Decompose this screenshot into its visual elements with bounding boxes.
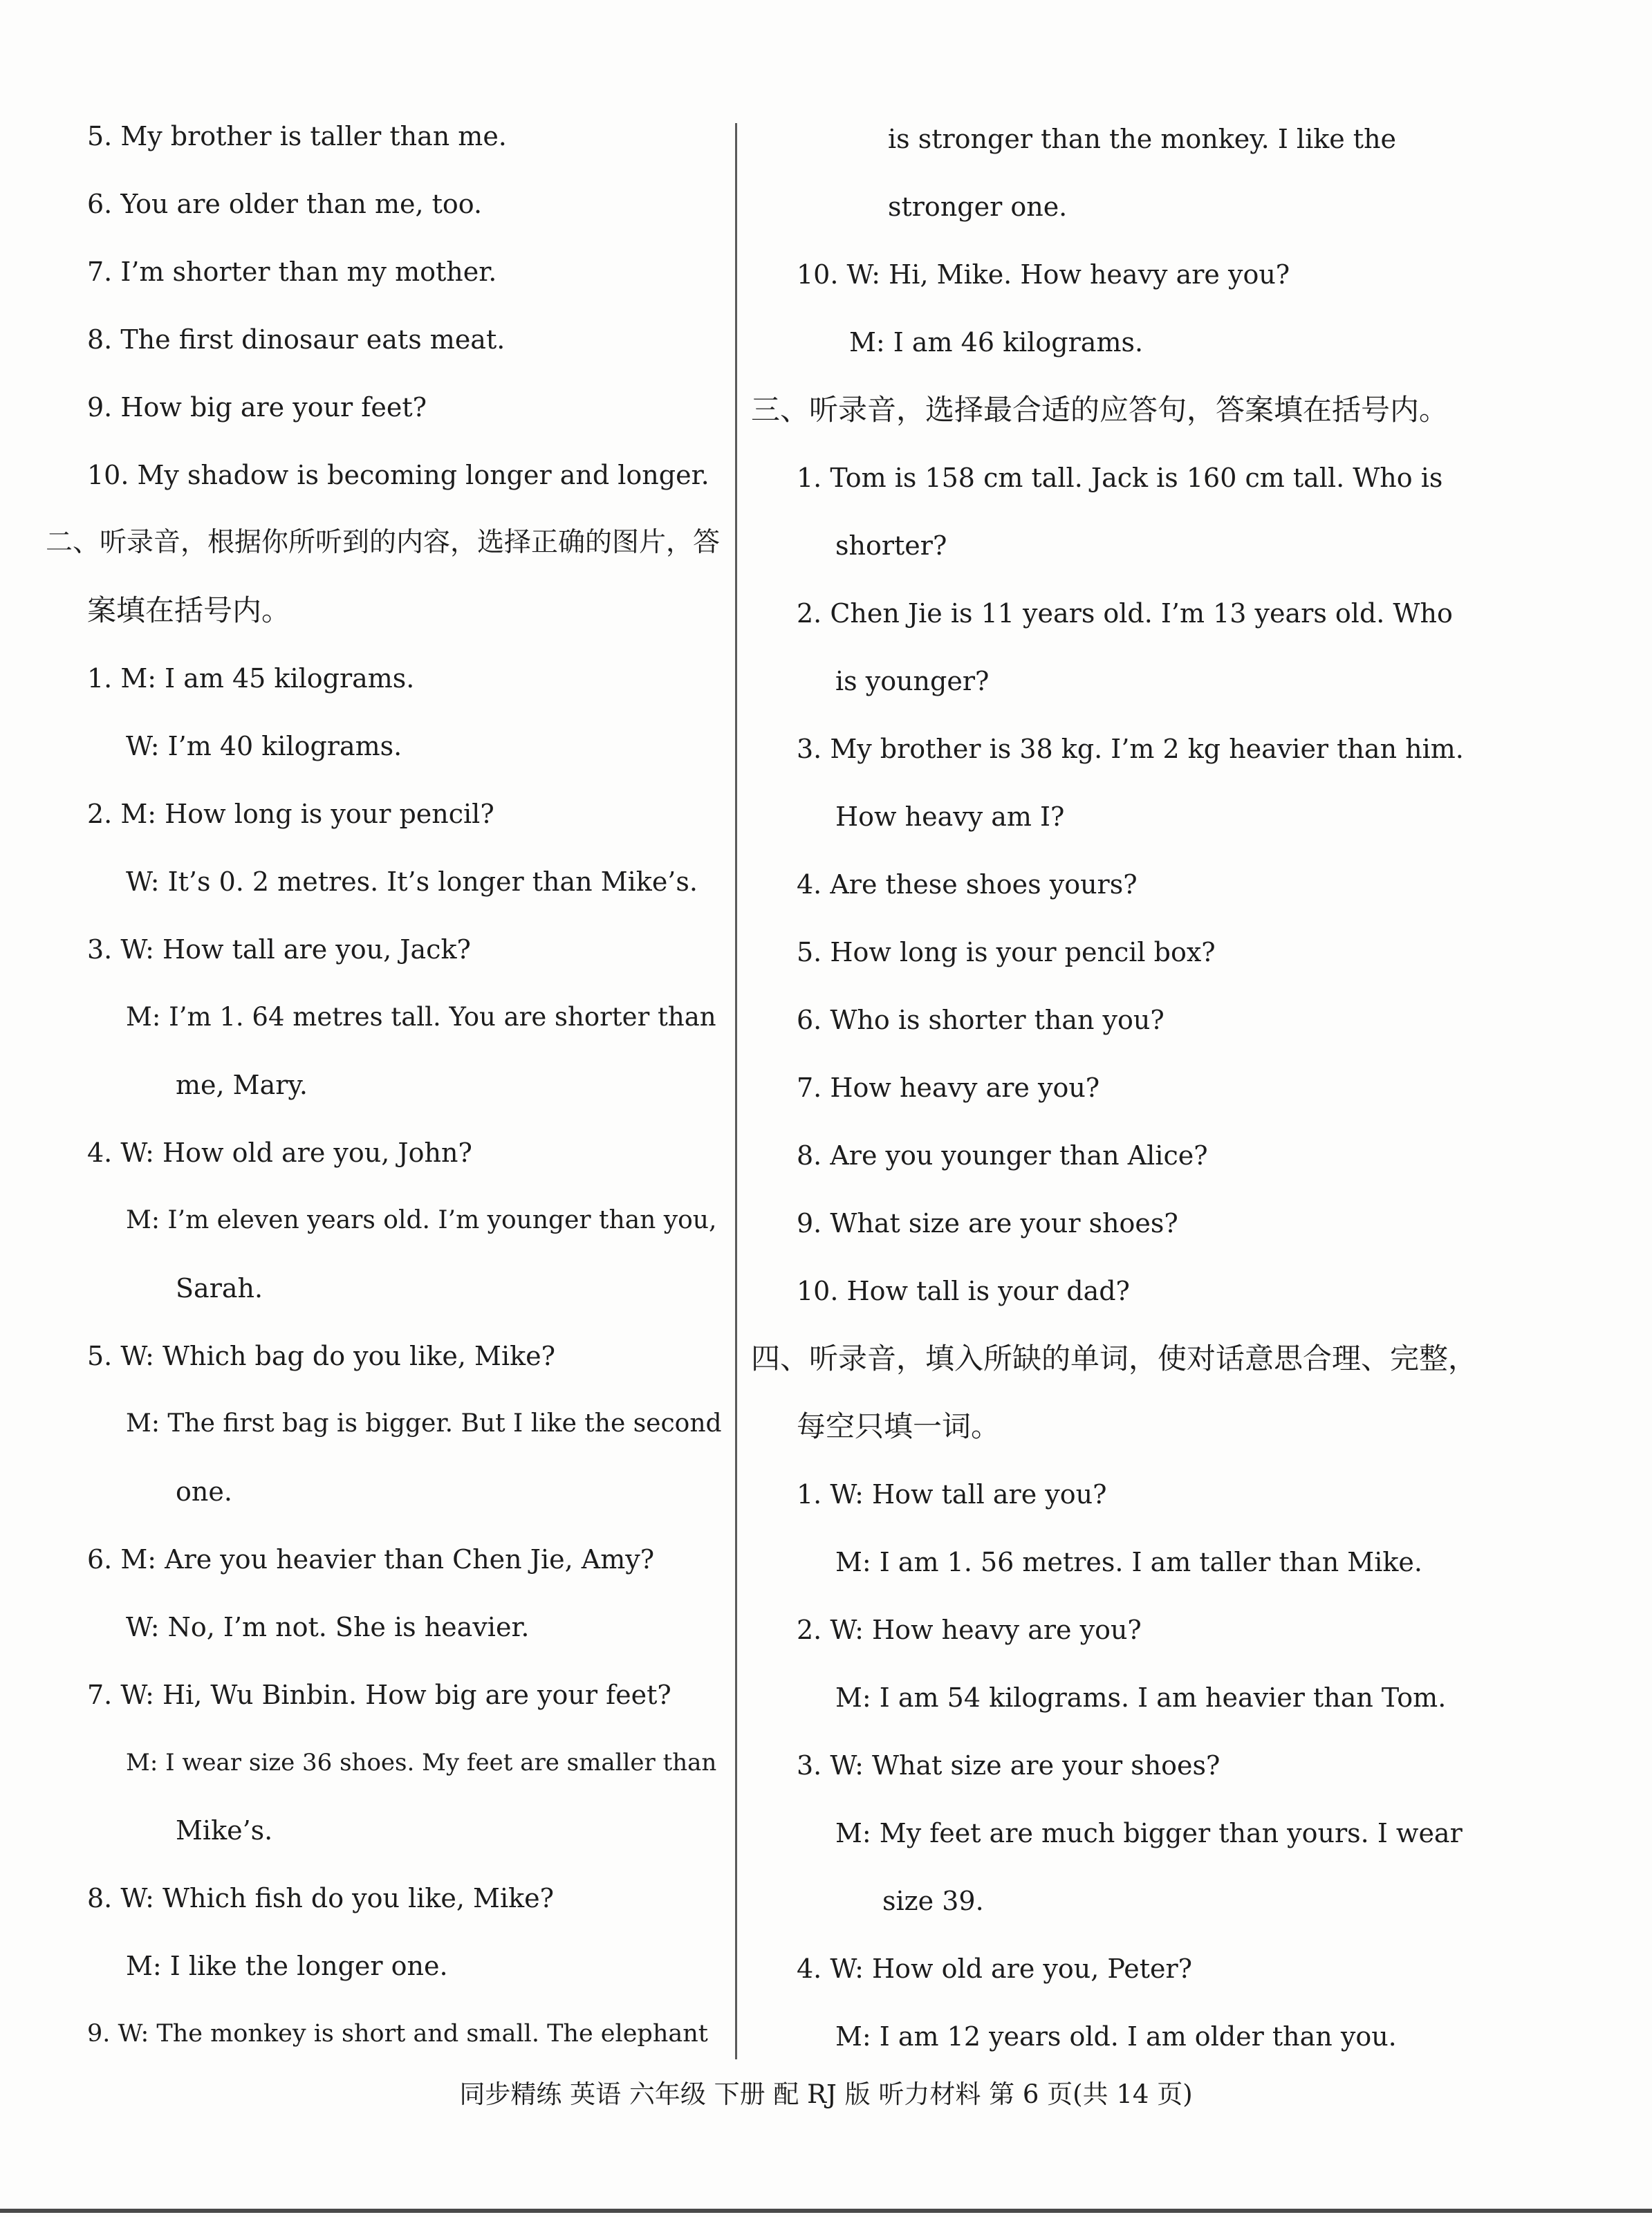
left-line: 8. W: Which fish do you like, Mike? [87, 1883, 555, 1913]
right-line: 2. W: How heavy are you? [797, 1615, 1142, 1645]
left-line: 6. M: Are you heavier than Chen Jie, Amy? [87, 1544, 655, 1575]
left-line: M: I’m 1. 64 metres tall. You are shorter than [126, 1002, 716, 1032]
section-heading-2-cont: 案填在括号内。 [87, 593, 291, 627]
right-line: M: I am 12 years old. I am older than you. [835, 2021, 1397, 2052]
column-divider [735, 123, 737, 2059]
right-line: 7. How heavy are you? [797, 1073, 1100, 1103]
left-line: one. [176, 1476, 232, 1507]
left-line: W: No, I’m not. She is heavier. [126, 1612, 530, 1642]
left-line: M: I’m eleven years old. I’m younger than you, [126, 1206, 717, 1234]
right-line: 10. W: Hi, Mike. How heavy are you? [797, 259, 1290, 290]
right-line: 10. How tall is your dad? [797, 1276, 1130, 1306]
right-line: shorter? [835, 530, 947, 561]
right-line: 4. Are these shoes yours? [797, 869, 1138, 900]
left-line: 9. W: The monkey is short and small. The elephant [87, 2020, 708, 2048]
right-line: 6. Who is shorter than you? [797, 1005, 1164, 1035]
right-line: is younger? [835, 666, 990, 696]
left-line: 5. My brother is taller than me. [87, 121, 507, 151]
right-line: 8. Are you younger than Alice? [797, 1140, 1208, 1171]
left-line: Mike’s. [176, 1815, 273, 1846]
right-line: size 39. [882, 1886, 984, 1916]
left-line: 2. M: How long is your pencil? [87, 799, 494, 829]
right-line: 5. How long is your pencil box? [797, 937, 1216, 967]
left-line: 7. W: Hi, Wu Binbin. How big are your feet? [87, 1680, 671, 1710]
left-line: W: It’s 0. 2 metres. It’s longer than Mike’s. [126, 866, 698, 897]
right-line: 3. W: What size are your shoes? [797, 1750, 1221, 1781]
left-line: M: The first bag is bigger. But I like the second [126, 1409, 722, 1438]
right-line: M: I am 1. 56 metres. I am taller than Mike. [835, 1547, 1422, 1577]
right-line: 1. W: How tall are you? [797, 1479, 1107, 1510]
right-line: 9. What size are your shoes? [797, 1208, 1178, 1239]
right-line: is stronger than the monkey. I like the [888, 124, 1397, 154]
right-line: How heavy am I? [835, 801, 1065, 832]
left-line: M: I like the longer one. [126, 1951, 448, 1981]
right-line: 3. My brother is 38 kg. I’m 2 kg heavier than him. [797, 734, 1464, 764]
left-line: 4. W: How old are you, John? [87, 1138, 472, 1168]
left-line: 8. The first dinosaur eats meat. [87, 324, 505, 355]
left-line: W: I’m 40 kilograms. [126, 731, 402, 761]
section-heading-4: 四、听录音，填入所缺的单词，使对话意思合理、完整， [751, 1342, 1478, 1375]
right-line: 1. Tom is 158 cm tall. Jack is 160 cm tall. Who is [797, 463, 1443, 493]
left-line: 5. W: Which bag do you like, Mike? [87, 1341, 555, 1371]
left-line: 1. M: I am 45 kilograms. [87, 663, 415, 694]
right-line: 2. Chen Jie is 11 years old. I’m 13 years old. Who [797, 598, 1453, 629]
right-line: stronger one. [888, 192, 1068, 222]
page-footer: 同步精练 英语 六年级 下册 配 RJ 版 听力材料 第 6 页(共 14 页) [459, 2079, 1193, 2109]
left-line: Sarah. [176, 1273, 263, 1304]
section-heading-3: 三、听录音，选择最合适的应答句，答案填在括号内。 [751, 393, 1449, 427]
right-line: M: I am 46 kilograms. [849, 327, 1144, 358]
left-line: 7. I’m shorter than my mother. [87, 257, 497, 287]
right-line: M: I am 54 kilograms. I am heavier than Tom. [835, 1682, 1447, 1713]
left-line: 3. W: How tall are you, Jack? [87, 934, 471, 965]
left-line: M: I wear size 36 shoes. My feet are smaller than [126, 1749, 717, 1777]
left-line: 9. How big are your feet? [87, 392, 427, 423]
section-heading-4-cont: 每空只填一词。 [797, 1409, 1001, 1443]
left-line: 6. You are older than me, too. [87, 189, 483, 219]
right-line: M: My feet are much bigger than yours. I wear [835, 1818, 1463, 1848]
section-heading-2: 二、听录音，根据你所听到的内容，选择正确的图片，答 [46, 527, 721, 558]
left-line: me, Mary. [176, 1070, 308, 1100]
bottom-rule [0, 2209, 1652, 2213]
right-line: 4. W: How old are you, Peter? [797, 1954, 1193, 1984]
left-line: 10. My shadow is becoming longer and longer. [87, 460, 709, 490]
